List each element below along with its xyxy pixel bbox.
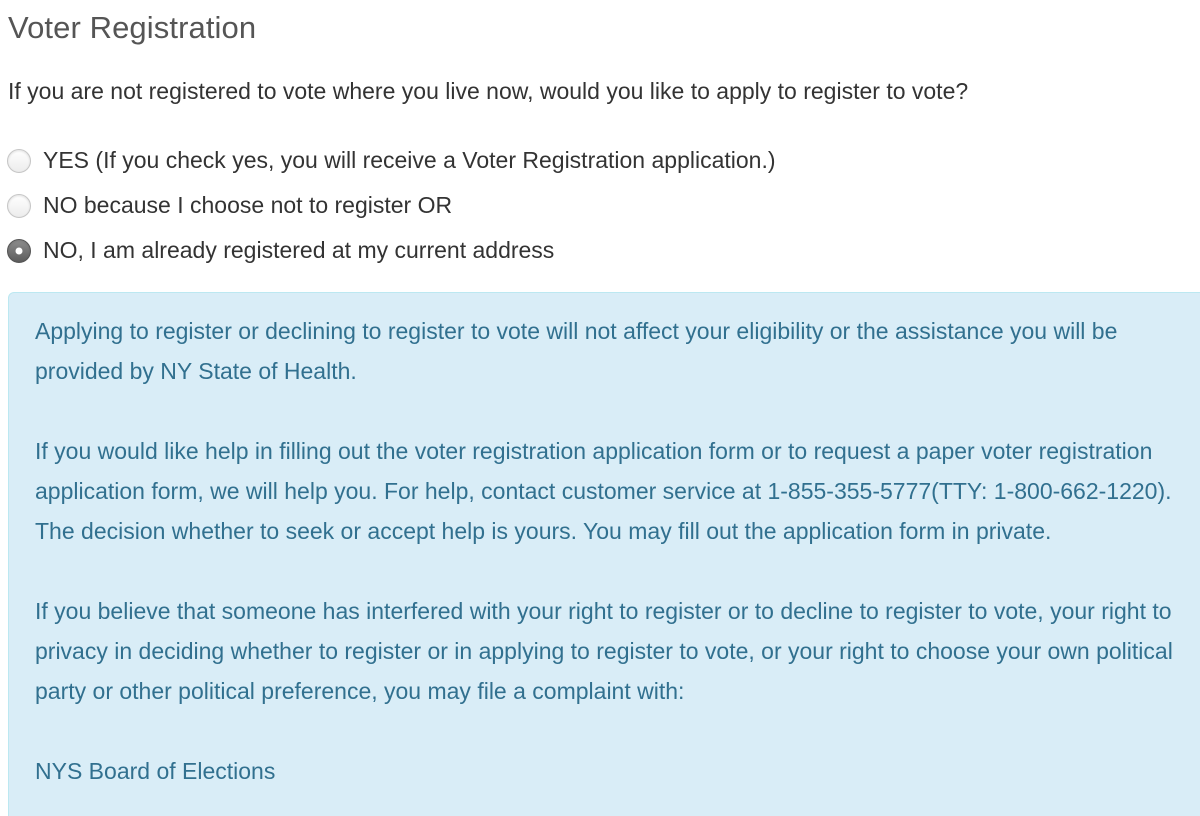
info-alert-box [8, 292, 1200, 816]
voter-registration-question: If you are not registered to vote where you live now, would you like to apply to register to vote? [8, 78, 969, 104]
info-paragraph-complaint: If you believe that someone has interfered with your right to register or to decline to register to vote, your right to privacy in deciding whether to register or in applying to register to vote, or your right to choose your own political party or other political preference, you may file a complaint with: [35, 598, 1173, 704]
option-no-choose-not-label: NO because I choose not to register OR [43, 192, 453, 218]
option-no-already-registered-label: NO, I am already registered at my current address [43, 237, 555, 263]
info-paragraph-eligibility: Applying to register or declining to register to vote will not affect your eligibility or the assistance you will be provided by NY State of Health. [35, 318, 1118, 384]
option-no-already-registered[interactable] [0, 228, 776, 273]
radio-no-already-registered[interactable] [7, 239, 31, 263]
option-no-choose-not[interactable] [0, 183, 776, 228]
radio-yes[interactable] [7, 149, 31, 173]
info-paragraph-help: If you would like help in filling out the voter registration application form or to request a paper voter registration application form, we will help you. For help, contact customer service at 1-855-355-5777(TTY: 1-800-662-1220). The decision whether to seek or accept help is yours. You may fill out the application form in private. [35, 438, 1172, 544]
voter-registration-options [0, 138, 776, 273]
option-yes[interactable] [0, 138, 776, 183]
radio-no-choose-not[interactable] [7, 194, 31, 218]
option-yes-label: YES (If you check yes, you will receive a Voter Registration application.) [43, 147, 776, 173]
info-board-of-elections: NYS Board of Elections [35, 758, 276, 784]
section-title: Voter Registration [8, 10, 257, 45]
